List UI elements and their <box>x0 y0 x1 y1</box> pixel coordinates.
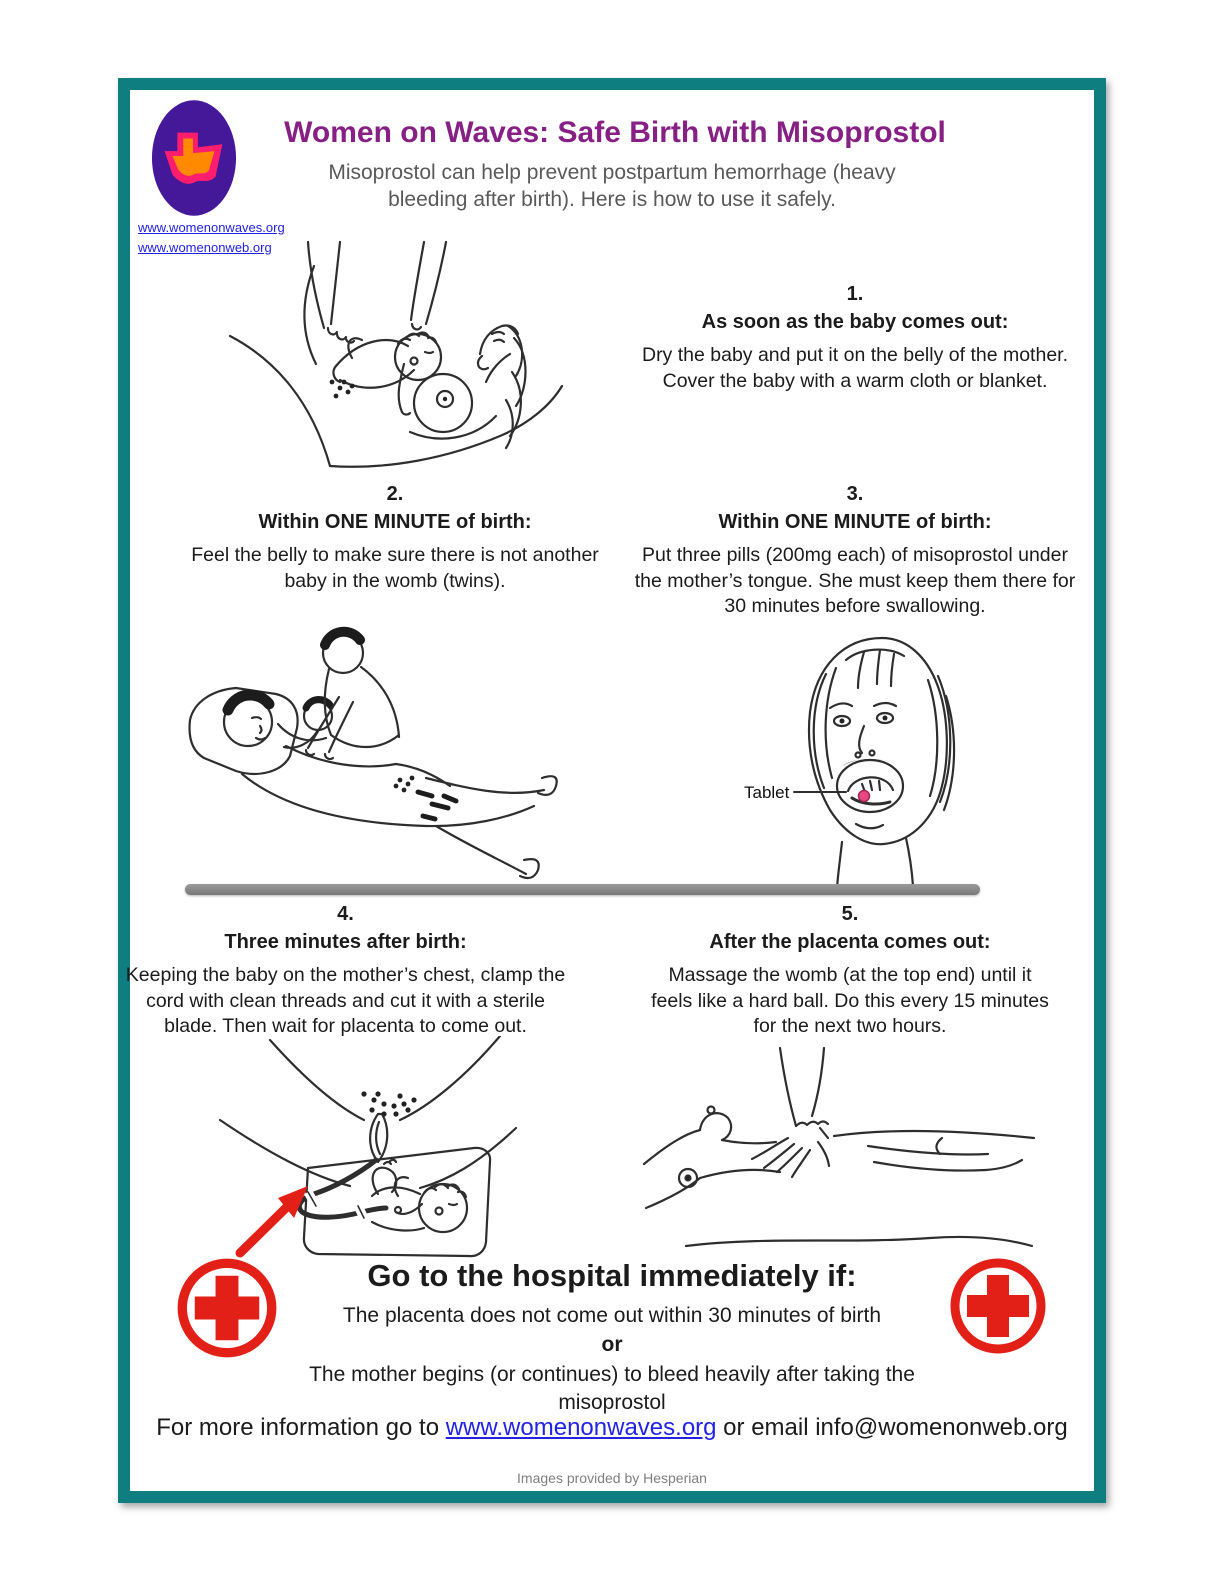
step-3-body: Put three pills (200mg each) of misoprostol under the mother’s tongue. She must keep them there for 30 minutes before swallowing. <box>634 544 1076 618</box>
step-1-body: Dry the baby and put it on the belly of the mother. Cover the baby with a warm cloth or blanket. <box>641 344 1068 392</box>
hospital-heading: Go to the hospital immediately if: <box>367 1258 857 1293</box>
illustration-tablet-under-tongue <box>742 626 1004 888</box>
step-1-number: 1. <box>846 283 864 305</box>
step-1 <box>635 283 1075 394</box>
step-2-body: Feel the belly to make sure there is not another baby in the womb (twins). <box>191 544 599 592</box>
women-on-waves-logo <box>150 98 238 218</box>
hospital-warning <box>252 1258 972 1416</box>
step-5-heading: After the placenta comes out: <box>709 931 991 953</box>
step-3-heading: Within ONE MINUTE of birth: <box>718 511 992 533</box>
step-2 <box>170 483 620 594</box>
page-title: Women on Waves: Safe Birth with Misoprostol <box>284 116 946 149</box>
step-5-body: Massage the womb (at the top end) until it feels like a hard ball. Do this every 15 minutes for the next two hours. <box>651 964 1049 1038</box>
illustration-massage-womb <box>638 1046 1038 1251</box>
link-womenonwaves[interactable]: www.womenonwaves.org <box>138 220 285 235</box>
step-1-heading: As soon as the baby comes out: <box>701 311 1009 333</box>
red-arrow-cord-tie-icon <box>240 1186 308 1253</box>
footer-info <box>112 1414 1112 1442</box>
step-4 <box>118 903 573 1040</box>
step-4-number: 4. <box>337 903 354 925</box>
page-subtitle: Misoprostol can help prevent postpartum hemorrhage (heavy bleeding after birth). Here is how to use it safely. <box>328 161 896 211</box>
step-4-body: Keeping the baby on the mother’s chest, clamp the cord with clean threads and cut it with a sterile blade. Then wait for placenta to come out. <box>125 964 566 1038</box>
footer-text-prefix: For more information go to <box>156 1414 446 1441</box>
hospital-condition-2: The mother begins (or continues) to bleed heavily after taking the misoprostol <box>309 1363 915 1414</box>
step-5 <box>650 903 1050 1040</box>
step-4-heading: Three minutes after birth: <box>224 931 467 953</box>
illustration-baby-on-belly <box>228 240 590 472</box>
illustration-baby-cord-tied <box>212 1036 524 1276</box>
link-womenonweb[interactable]: www.womenonweb.org <box>138 239 272 255</box>
hospital-condition-1: The placenta does not come out within 30 minutes of birth <box>342 1304 882 1327</box>
step-5-number: 5. <box>841 903 859 925</box>
step-2-heading: Within ONE MINUTE of birth: <box>258 511 532 533</box>
footer-link-womenonwaves[interactable]: www.womenonwaves.org <box>445 1414 717 1441</box>
section-divider <box>185 884 980 895</box>
hospital-or: or <box>601 1333 623 1357</box>
step-3 <box>630 483 1080 620</box>
ship-logo-icon <box>150 98 238 218</box>
tablet-label: Tablet <box>744 783 790 802</box>
image-credit: Images provided by Hesperian <box>517 1470 707 1486</box>
step-2-number: 2. <box>386 483 404 505</box>
footer-text-suffix: or email info@womenonweb.org <box>716 1414 1068 1441</box>
illustration-feel-belly <box>178 610 586 882</box>
step-3-number: 3. <box>846 483 864 505</box>
